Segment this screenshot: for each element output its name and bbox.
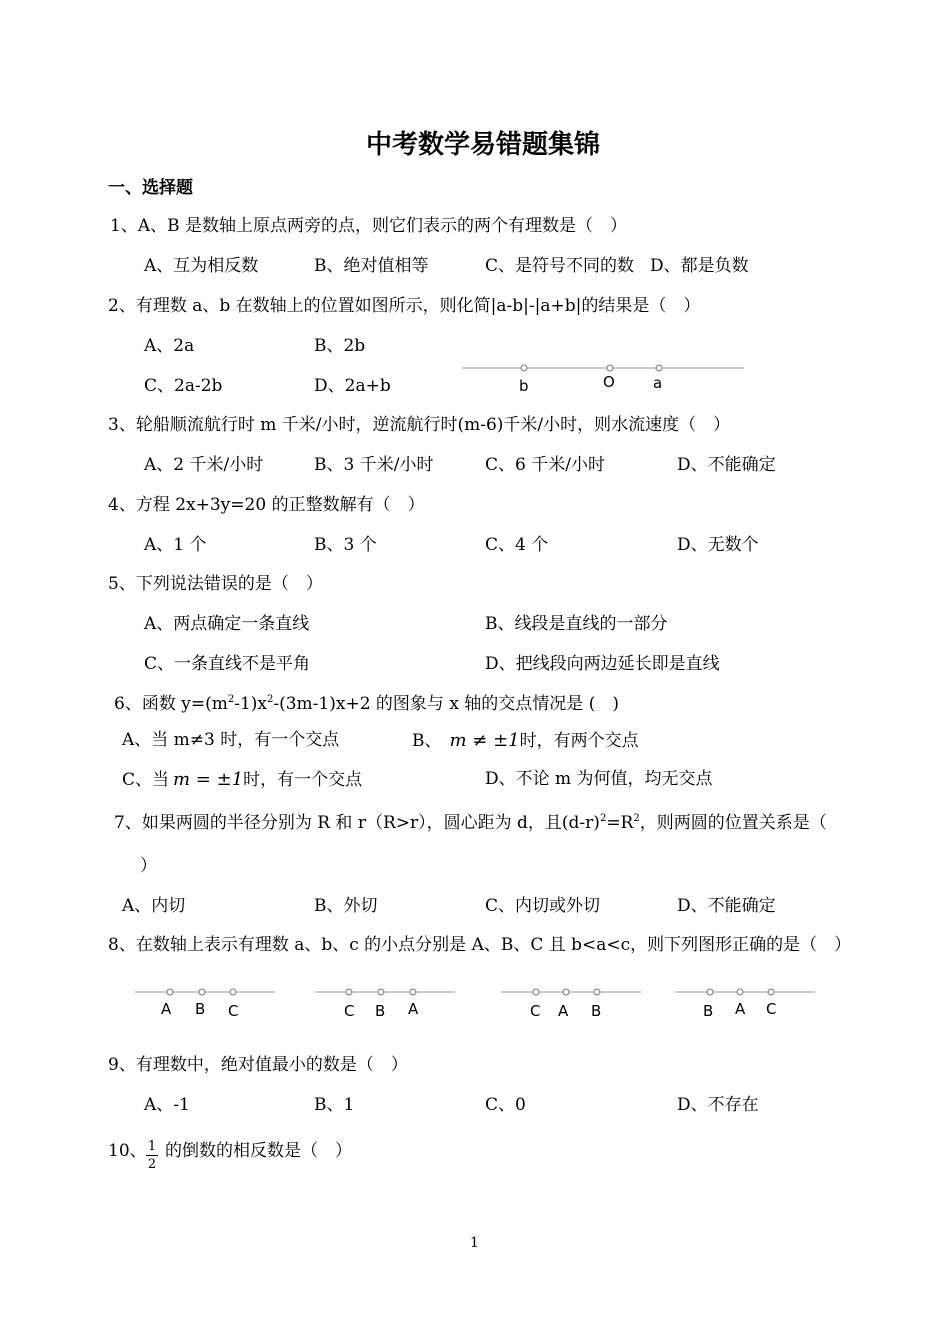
question-1-stem: 1、A、B 是数轴上原点两旁的点，则它们表示的两个有理数是（ ） [110,216,627,236]
question-6-stem-part2: -1)x [234,694,267,714]
number-line-point [230,989,236,995]
question-6-option-b-formula: m ≠ ±1 [449,730,520,751]
question-10-number: 10、 [108,1141,147,1161]
number-line-label: C [766,1000,777,1018]
question-6-option-c-suffix: 时，有一个交点 [243,770,363,790]
question-6-stem-part1: 6、函数 y=(m [114,694,228,714]
question-2-option-a: A、2a [144,336,195,356]
question-7-stem [114,815,827,832]
question-7-stem-part1: 7、如果两圆的半径分别为 R 和 r（R>r），圆心距为 d，且(d-r) [114,813,600,833]
question-6-option-a: A、当 m≠3 时，有一个交点 [122,730,340,750]
question-7-option-a: A、内切 [122,896,186,916]
question-2-option-d: D、2a+b [314,376,391,396]
question-10-stem: 的倒数的相反数是（ ） [165,1141,352,1161]
fraction-denominator: 2 [147,1157,157,1172]
question-7-stem-part2: =R [606,813,634,833]
page-title: 中考数学易错题集锦 [366,130,601,160]
question-7-stem-part3: ，则两圆的位置关系是（ [639,813,827,833]
question-7-option-c: C、内切或外切 [485,896,601,916]
question-7-superscript-1: 2 [599,813,607,824]
number-line-label: C [344,1002,355,1020]
question-5-option-c: C、一条直线不是平角 [144,654,311,674]
number-line-label: A [408,1000,419,1018]
question-7-superscript-2: 2 [633,813,640,824]
number-line-label: B [375,1002,386,1020]
question-5-option-b: B、线段是直线的一部分 [485,614,668,634]
question-2-number-line [458,358,748,398]
number-line-label: C [530,1002,541,1020]
question-9-option-c: C、0 [485,1095,526,1115]
number-line-label: A [558,1002,569,1020]
number-line-point [533,989,539,995]
question-6-superscript-2: 2 [266,694,274,705]
question-7-option-d: D、不能确定 [677,896,776,916]
question-3-option-c: C、6 千米/小时 [485,455,605,475]
fraction-bar [146,1155,158,1156]
section-heading: 一、选择题 [108,178,193,198]
page-number: 1 [470,1235,479,1251]
number-line-label: B [591,1002,602,1020]
question-3-option-d: D、不能确定 [677,455,776,475]
question-4-option-d: D、无数个 [677,535,759,555]
question-8-option-1-number-line [132,982,278,1022]
number-line-label-a: a [653,374,663,392]
number-line-point-a [656,365,662,371]
question-3-option-a: A、2 千米/小时 [144,455,264,475]
question-9-stem: 9、有理数中，绝对值最小的数是（ ） [108,1055,408,1075]
question-6-option-b-suffix: 时，有两个交点 [519,731,639,751]
question-9-option-b: B、1 [314,1095,355,1115]
number-line-point [768,989,774,995]
question-7-option-b: B、外切 [314,896,378,916]
number-line-point [378,989,384,995]
fraction-numerator: 1 [147,1139,157,1154]
question-8-option-2-number-line [312,982,458,1022]
number-line-label: C [228,1002,239,1020]
question-6-option-c-prefix: C、当 [122,770,170,790]
question-6-option-d: D、不论 m 为何值，均无交点 [485,769,713,789]
number-line-label: A [161,1000,172,1018]
question-6-option-c-formula: m = ±1 [173,769,244,790]
question-7-stem-continued: ） [140,856,157,876]
question-8-option-3-number-line [498,982,644,1022]
question-4-option-c: C、4 个 [485,535,549,555]
question-6-option-c [122,771,362,789]
number-line-label-o: O [603,373,615,391]
question-3-stem: 3、轮船顺流航行时 m 千米/小时，逆流航行时(m-6)千米/小时，则水流速度（ ） [108,415,731,435]
question-5-option-a: A、两点确定一条直线 [144,614,310,634]
question-5-option-d: D、把线段向两边延长即是直线 [485,654,720,674]
question-1-option-d: D、都是负数 [650,256,749,276]
number-line-point-b [521,365,527,371]
number-line-point [563,989,569,995]
question-4-option-a: A、1 个 [144,535,207,555]
question-6-stem-part3: -(3m-1)x+2 的图象与 x 轴的交点情况是 ( ) [273,694,619,714]
question-2-option-b: B、2b [314,336,366,356]
question-9-option-d: D、不存在 [677,1095,759,1115]
number-line-point [167,989,173,995]
question-6-superscript-1: 2 [227,694,235,705]
question-2-stem: 2、有理数 a、b 在数轴上的位置如图所示，则化简|a-b|-|a+b|的结果是（ ） [108,296,701,316]
question-3-option-b: B、3 千米/小时 [314,455,434,475]
question-8-stem: 8、在数轴上表示有理数 a、b、c 的小点分别是 A、B、C 且 b<a<c，则下列图形正确的是（ ） [108,935,852,955]
number-line-point [410,989,416,995]
question-5-stem: 5、下列说法错误的是（ ） [108,574,323,594]
number-line-point [346,989,352,995]
question-4-stem: 4、方程 2x+3y=20 的正整数解有（ ） [108,495,425,515]
number-line-point [199,989,205,995]
number-line-point [737,989,743,995]
question-6-stem [114,696,619,713]
question-10-fraction [146,1140,158,1171]
question-2-option-c: C、2a-2b [144,376,223,396]
question-4-option-b: B、3 个 [314,535,377,555]
question-8-option-4-number-line [672,982,818,1022]
question-6-option-b [412,732,639,750]
question-1-option-a: A、互为相反数 [144,256,259,276]
question-9-option-a: A、-1 [144,1095,190,1115]
number-line-point-o [607,365,613,371]
number-line-label: B [195,1000,206,1018]
number-line-label: B [703,1002,714,1020]
number-line-label: A [735,1000,746,1018]
number-line-point [707,989,713,995]
question-1-option-c: C、是符号不同的数 [485,256,635,276]
question-6-option-b-prefix: B、 [412,731,442,751]
number-line-point [594,989,600,995]
number-line-label-b: b [519,377,529,395]
question-1-option-b: B、绝对值相等 [314,256,429,276]
